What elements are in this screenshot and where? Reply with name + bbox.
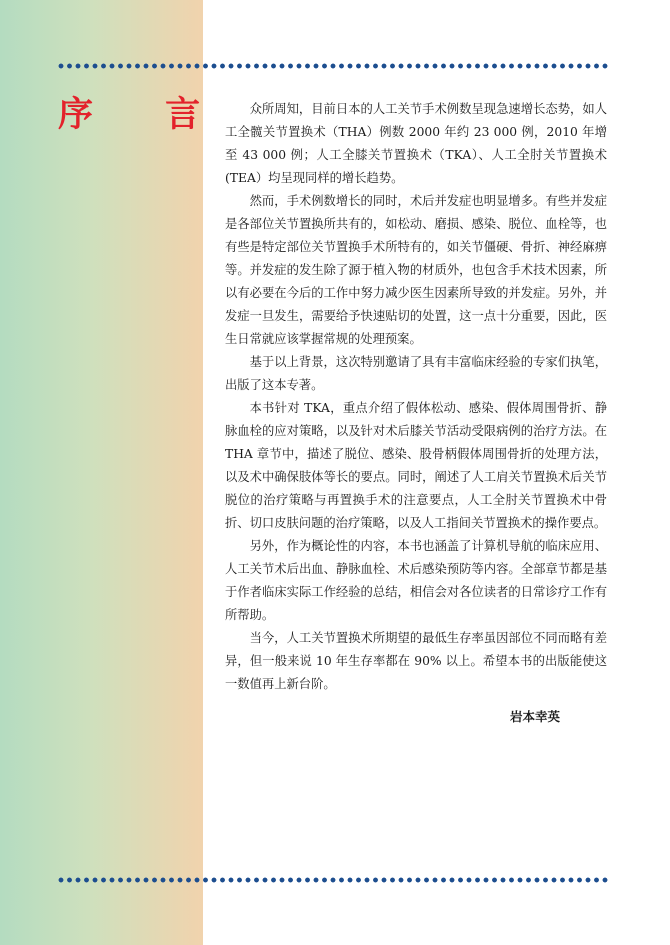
bottom-dotted-rule — [58, 877, 610, 883]
author-signature: 岩本幸英 — [510, 709, 561, 724]
preface-body — [225, 98, 607, 696]
paragraph-2: 然而，手术例数增长的同时，术后并发症也明显增多。有些并发症是各部位关节置换所共有的，如松动、磨损、感染、脱位、血栓等，也有些是特定部位关节置换手术所特有的，如关节僵硬、骨折、神经麻痹等。并发症的发生除了源于植入物的材质外，也包含手术技术因素，所以有必要在今后的工作中努力减少医生因素所导致的并发症。另外，并发症一旦发生，需要给予快速贴切的处置，这一点十分重要，因此，医生日常就应该掌握常规的处理预案。 — [225, 194, 607, 346]
top-dotted-rule — [58, 63, 610, 69]
decorative-side-panel — [0, 0, 203, 945]
paragraph-5: 另外，作为概论性的内容，本书也涵盖了计算机导航的临床应用、人工关节术后出血、静脉血栓、术后感染预防等内容。全部章节都是基于作者临床实际工作经验的总结，相信会对各位读者的日常诊疗工作有所帮助。 — [225, 539, 607, 622]
paragraph-6: 当今，人工关节置换术所期望的最低生存率虽因部位不同而略有差异，但一般来说 10 年生存率都在 90% 以上。希望本书的出版能使这一数值再上新台阶。 — [225, 631, 607, 691]
paragraph-1: 众所周知，目前日本的人工关节手术例数呈现急速增长态势，如人工全髋关节置换术（THA）例数 2000 年约 23 000 例，2010 年增至 43 000 例；人工全膝关节置换术（TKA）、人工全肘关节置换术 (TEA）均呈现同样的增长趋势。 — [225, 102, 607, 185]
page-title: 序 言 — [58, 95, 231, 135]
paragraph-3: 基于以上背景，这次特别邀请了具有丰富临床经验的专家们执笔，出版了这本专著。 — [225, 355, 607, 392]
paragraph-4: 本书针对 TKA，重点介绍了假体松动、感染、假体周围骨折、静脉血栓的应对策略，以及针对术后膝关节活动受限病例的治疗方法。在 THA 章节中，描述了脱位、感染、股骨柄假体周围骨折的处理方法，以及术中确保肢体等长的要点。同时，阐述了人工肩关节置换术后关节脱位的治疗策略与再置换手术的注意要点，人工全肘关节置换术中骨折、切口皮肤问题的治疗策略，以及人工指间关节置换术的操作要点。 — [225, 401, 607, 530]
